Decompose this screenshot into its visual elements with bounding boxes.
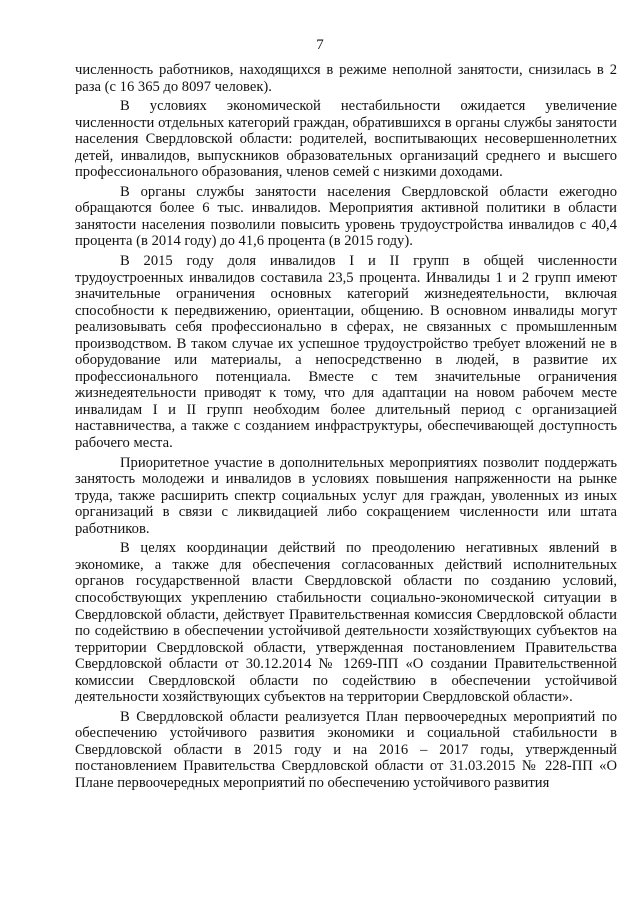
paragraph-disability-groups: В 2015 году доля инвалидов I и II групп в общей численности трудоустроенных инвалидов составила 23,5 процента. Инвалиды 1 и 2 групп имеют значительные ограничения основных категорий жизнедеятельности, включая способности к передвижению, ориентации, общению. В основном инвалиды могут реализовывать себя профессионально в сферах, не связанных с промышленным производством. В таком случае их успешное трудоустройство требует вложений не в оборудование или материалы, а непосредственно в людей, в развитие их профессионального потенциала. Вместе с тем значительные ограничения жизнедеятельности приводят к тому, что для адаптации на новом рабочем месте инвалидам I и II групп необходим более длительный период с организацией наставничества, а также с созданием инфраструктуры, обеспечивающей доступность рабочего места.	[75, 253, 617, 452]
paragraph-citizen-categories: В условиях экономической нестабильности ожидается увеличение численности отдельных категорий граждан, обратившихся в органы службы занятости населения Свердловской области: родителей, воспитывающих несовершеннолетних детей, инвалидов, выпускников образовательных организаций среднего и высшего профессионального образования, членов семей с низкими доходами.	[75, 98, 617, 181]
paragraph-priority-plan: В Свердловской области реализуется План первоочередных мероприятий по обеспечению устойчивого развития экономики и социальной стабильности в Свердловской области в 2015 году и на 2016 – 2017 годы, утвержденный постановлением Правительства Свердловской области от 31.03.2015 № 228-ПП «О Плане первоочередных мероприятий по обеспечению устойчивого развития	[75, 708, 617, 791]
page-number: 7	[316, 37, 324, 53]
paragraph-continued: численность работников, находящихся в режиме неполной занятости, снизилась в 2 раза (с 16 365 до 8097 человек).	[75, 62, 617, 95]
paragraph-priority-participation: Приоритетное участие в дополнительных мероприятиях позволит поддержать занятость молодежи и инвалидов в условиях повышения напряженности на рынке труда, также расширить спектр социальных услуг для граждан, уволенных из иных организаций в связи с ликвидацией либо сокращением численности или штата работников.	[75, 454, 617, 537]
paragraph-government-commission: В целях координации действий по преодолению негативных явлений в экономике, а также для обеспечения согласованных действий исполнительных органов государственной власти Свердловской области по созданию условий, способствующих укреплению стабильности социально-экономической ситуации в Свердловской области, действует Правительственная комиссия Свердловской области по содействию в обеспечении устойчивой деятельности хозяйствующих субъектов на территории Свердловской области, утвержденная постановлением Правительства Свердловской области от 30.12.2014 № 1269-ПП «О создании Правительственной комиссии Свердловской области по содействию в обеспечении устойчивой деятельности хозяйствующих субъектов на территории Свердловской области».	[75, 540, 617, 706]
paragraph-disabled-employment: В органы службы занятости населения Свердловской области ежегодно обращаются более 6 тыс. инвалидов. Мероприятия активной политики в области занятости населения позволили повысить уровень трудоустройства инвалидов с 40,4 процента (в 2014 году) до 41,6 процента (в 2015 году).	[75, 183, 617, 250]
document-body	[75, 62, 617, 792]
